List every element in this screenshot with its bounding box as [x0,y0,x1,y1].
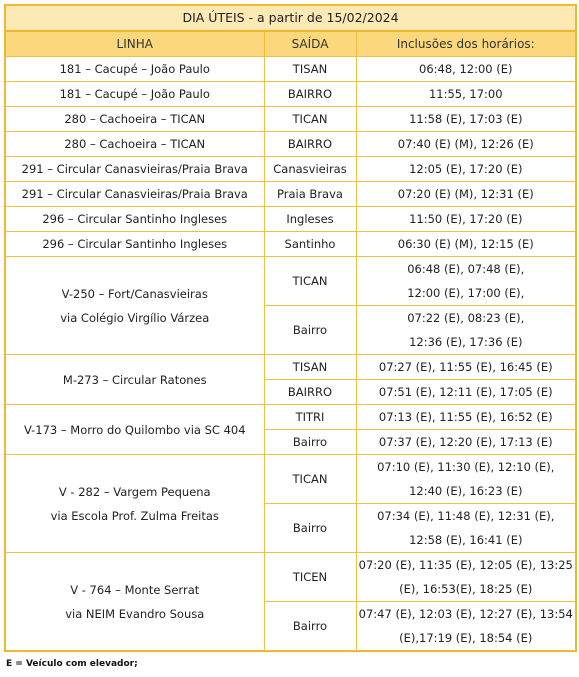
cell-saida: TICAN [264,107,356,132]
cell-saida: TITRI [264,405,356,430]
table-row [5,82,576,107]
footnote: E = Veículo com elevador; [6,659,138,669]
cell-linha-group [5,553,264,652]
horario-line: 07:34 (E), 11:48 (E), 12:31 (E), [377,509,555,523]
cell-linha: 296 – Circular Santinho Ingleses [5,232,264,257]
table-row [5,232,576,257]
header-linha: LINHA [5,31,264,57]
title-row [5,5,576,31]
cell-saida: Praia Brava [264,182,356,207]
horario-line: 06:48 (E), 07:48 (E), [407,262,525,276]
cell-horarios: 07:27 (E), 11:55 (E), 16:45 (E) [356,355,576,380]
cell-horarios: 11:55, 17:00 [356,82,576,107]
table-row [5,405,576,430]
header-saida: SAÍDA [264,31,356,57]
cell-linha-group [5,455,264,553]
table-title: DIA ÚTEIS - a partir de 15/02/2024 [5,5,576,31]
cell-horarios [356,504,576,553]
linha-line: V - 282 – Vargem Pequena [58,484,211,499]
cell-linha: 291 – Circular Canasvieiras/Praia Brava [5,157,264,182]
cell-linha: 291 – Circular Canasvieiras/Praia Brava [5,182,264,207]
cell-saida: Bairro [264,504,356,553]
cell-saida: Bairro [264,430,356,455]
linha-line: V-250 – Fort/Canasvieiras [61,286,208,301]
cell-linha: 280 – Cachoeira – TICAN [5,107,264,132]
cell-saida: BAIRRO [264,82,356,107]
linha-line: via Escola Prof. Zulma Freitas [50,508,219,523]
horario-line: 12:00 (E), 17:00 (E), [407,286,525,300]
horario-line: 12:58 (E), 16:41 (E) [409,533,523,547]
horario-line: 12:40 (E), 16:23 (E) [409,484,523,498]
cell-saida: TICAN [264,257,356,306]
cell-horarios: 06:48, 12:00 (E) [356,57,576,82]
cell-linha-group: M-273 – Circular Ratones [5,355,264,405]
cell-saida: BAIRRO [264,132,356,157]
table-row [5,207,576,232]
cell-horarios [356,602,576,652]
linha-line: V - 764 – Monte Serrat [70,582,200,597]
cell-horarios: 12:05 (E), 17:20 (E) [356,157,576,182]
horario-line: 07:10 (E), 11:30 (E), 12:10 (E), [377,460,555,474]
cell-linha: 181 – Cacupé – João Paulo [5,57,264,82]
linha-line: via NEIM Evandro Sousa [65,606,205,621]
table-row [5,182,576,207]
cell-horarios [356,257,576,306]
cell-horarios [356,455,576,504]
header-row [5,31,576,57]
table-row [5,455,576,504]
header-inclusoes: Inclusões dos horários: [356,31,576,57]
horario-line: (E),17:19 (E), 18:54 (E) [399,631,533,645]
cell-horarios: 07:51 (E), 12:11 (E), 17:05 (E) [356,380,576,405]
horario-line: (E), 16:53(E), 18:25 (E) [399,582,533,596]
table-row [5,57,576,82]
cell-horarios [356,553,576,602]
schedule-container [4,4,575,652]
schedule-table [4,4,577,652]
cell-saida: Bairro [264,306,356,355]
horario-line: 07:22 (E), 08:23 (E), [407,311,525,325]
table-row [5,157,576,182]
table-row [5,257,576,306]
cell-saida: TISAN [264,355,356,380]
cell-saida: TICEN [264,553,356,602]
schedule-body [5,57,576,652]
cell-horarios: 06:30 (E) (M), 12:15 (E) [356,232,576,257]
cell-linha-group [5,257,264,355]
cell-saida: Ingleses [264,207,356,232]
cell-linha: 181 – Cacupé – João Paulo [5,82,264,107]
table-row [5,132,576,157]
table-row [5,107,576,132]
cell-saida: TICAN [264,455,356,504]
cell-horarios: 11:58 (E), 17:03 (E) [356,107,576,132]
cell-horarios: 07:20 (E) (M), 12:31 (E) [356,182,576,207]
cell-horarios: 07:37 (E), 12:20 (E), 17:13 (E) [356,430,576,455]
cell-saida: Santinho [264,232,356,257]
cell-saida: BAIRRO [264,380,356,405]
horario-line: 12:36 (E), 17:36 (E) [409,335,523,349]
linha-line: via Colégio Virgílio Várzea [60,310,210,325]
table-row [5,355,576,380]
cell-linha: 280 – Cachoeira – TICAN [5,132,264,157]
cell-linha: 296 – Circular Santinho Ingleses [5,207,264,232]
cell-horarios [356,306,576,355]
table-row [5,553,576,602]
horario-line: 07:20 (E), 11:35 (E), 12:05 (E), 13:25 [358,558,573,572]
cell-linha-group: V-173 – Morro do Quilombo via SC 404 [5,405,264,455]
cell-horarios: 11:50 (E), 17:20 (E) [356,207,576,232]
cell-horarios: 07:40 (E) (M), 12:26 (E) [356,132,576,157]
cell-saida: TISAN [264,57,356,82]
horario-line: 07:47 (E), 12:03 (E), 12:27 (E), 13:54 [358,607,573,621]
cell-saida: Canasvieiras [264,157,356,182]
cell-saida: Bairro [264,602,356,652]
cell-horarios: 07:13 (E), 11:55 (E), 16:52 (E) [356,405,576,430]
